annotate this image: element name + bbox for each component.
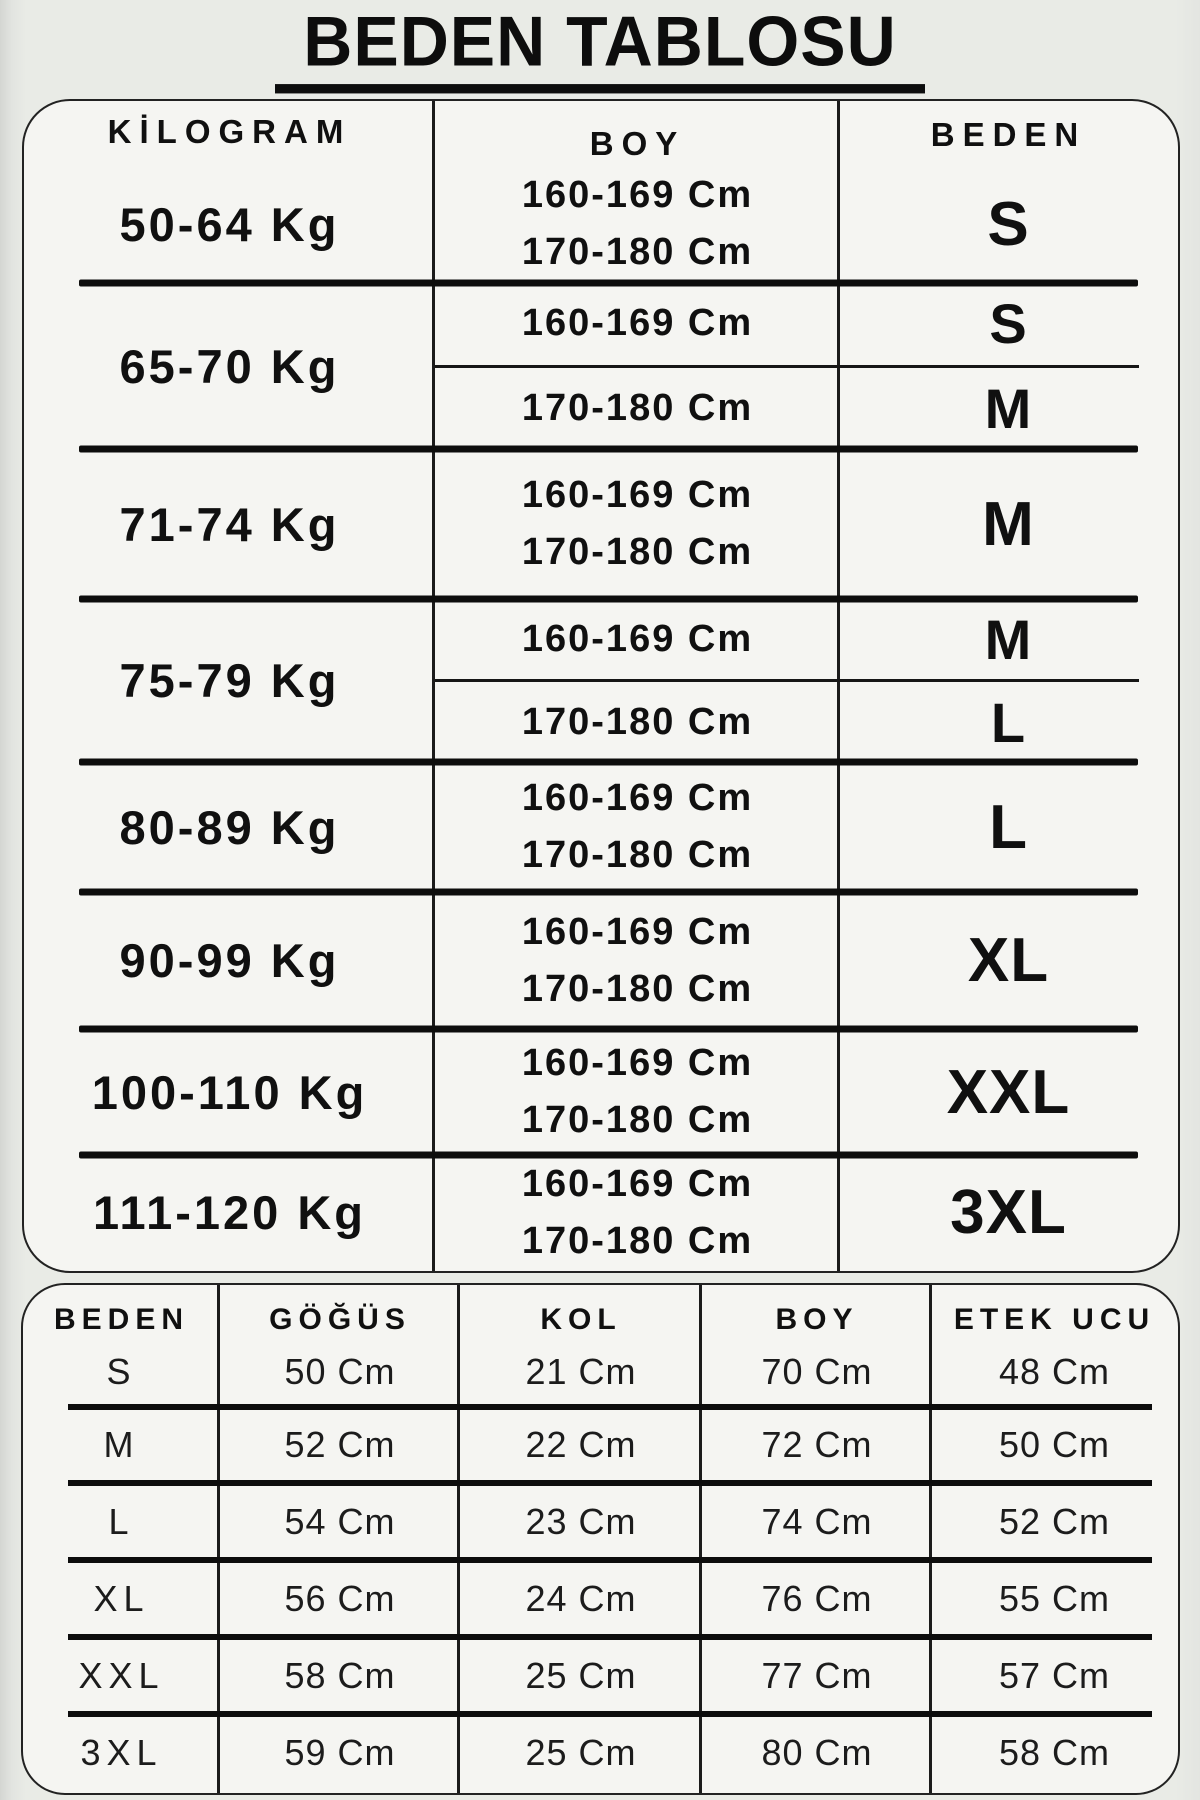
row-divider xyxy=(68,1557,1152,1563)
measure-row xyxy=(23,1637,1178,1714)
measure-value-cell: 50 Cm xyxy=(284,1351,396,1392)
row-divider xyxy=(68,1480,1152,1486)
weight-row xyxy=(24,101,1178,283)
size-cell xyxy=(840,165,1177,283)
measure-row xyxy=(23,1714,1178,1792)
height-range: 170-180 Cm xyxy=(521,967,754,1010)
measure-value-cell: 21 Cm xyxy=(525,1351,637,1392)
size-label: M xyxy=(982,489,1035,559)
row-divider xyxy=(79,280,1138,287)
size-cell xyxy=(840,762,1177,892)
height-cell xyxy=(435,682,840,762)
header-boy: BOY xyxy=(775,1303,859,1336)
height-range: 170-180 Cm xyxy=(521,700,754,743)
sub-row xyxy=(435,599,1177,679)
height-cell xyxy=(435,892,840,1029)
header-etek-ucu: ETEK UCU xyxy=(953,1303,1156,1336)
measure-value-cell: 77 Cm xyxy=(761,1654,873,1696)
height-cell xyxy=(435,762,840,892)
page-title-wrap xyxy=(0,1,1200,90)
weight-cell xyxy=(24,283,435,449)
sub-row xyxy=(435,283,1177,365)
measure-size-cell: XXL xyxy=(78,1654,165,1696)
row-divider xyxy=(79,446,1138,453)
height-cell xyxy=(435,368,840,450)
height-range: 170-180 Cm xyxy=(521,834,754,876)
measure-value-cell: 76 Cm xyxy=(761,1577,873,1619)
measure-value-cell: 25 Cm xyxy=(525,1732,637,1773)
height-cell xyxy=(435,283,840,365)
measure-value-cell: 52 Cm xyxy=(284,1424,396,1465)
height-cell xyxy=(435,1029,840,1155)
row-divider xyxy=(79,759,1138,766)
height-range: 160-169 Cm xyxy=(521,1042,754,1084)
weight-label: 75-79 Kg xyxy=(119,654,340,707)
height-range: 160-169 Cm xyxy=(521,1162,754,1205)
header-beden: BEDEN xyxy=(930,116,1087,153)
weight-label: 71-74 Kg xyxy=(119,497,340,551)
size-cell xyxy=(840,368,1177,450)
weight-row xyxy=(24,1029,1178,1155)
measure-size-cell: S xyxy=(106,1351,137,1392)
size-cell xyxy=(840,892,1177,1029)
measure-value-cell: 56 Cm xyxy=(284,1577,396,1619)
size-label: M xyxy=(984,376,1033,440)
height-range: 160-169 Cm xyxy=(521,474,754,516)
height-range: 170-180 Cm xyxy=(521,386,754,429)
weight-row xyxy=(24,283,1178,449)
measure-value-cell: 54 Cm xyxy=(284,1500,396,1542)
size-label: S xyxy=(989,292,1028,356)
row-divider xyxy=(79,1026,1138,1033)
size-label: S xyxy=(987,189,1030,259)
weight-cell xyxy=(24,892,435,1029)
row-divider xyxy=(68,1634,1152,1640)
sub-row xyxy=(435,368,1177,450)
weight-label: 50-64 Kg xyxy=(119,197,340,251)
size-label: XL xyxy=(967,926,1050,995)
measure-size-cell: L xyxy=(108,1500,135,1542)
measure-value-cell: 80 Cm xyxy=(761,1732,873,1773)
measure-row xyxy=(23,1407,1178,1483)
size-cell xyxy=(840,599,1177,679)
measure-value-cell: 57 Cm xyxy=(998,1654,1111,1696)
measurements-header-row xyxy=(23,1285,1178,1337)
weight-row xyxy=(24,762,1178,892)
measure-value-cell: 48 Cm xyxy=(998,1351,1111,1392)
weight-cell xyxy=(24,599,435,762)
row-divider xyxy=(79,889,1138,896)
size-label: XXL xyxy=(946,1057,1071,1127)
measure-value-cell: 70 Cm xyxy=(761,1351,873,1392)
height-range: 160-169 Cm xyxy=(521,302,754,345)
weight-cell xyxy=(24,762,435,892)
measure-value-cell: 55 Cm xyxy=(998,1577,1111,1619)
weight-label: 100-110 Kg xyxy=(91,1065,368,1119)
measure-value-cell: 72 Cm xyxy=(761,1424,873,1465)
measure-size-cell: XL xyxy=(93,1577,150,1619)
weight-cell xyxy=(24,1029,435,1155)
header-beden: BEDEN xyxy=(53,1303,189,1336)
weight-label: 90-99 Kg xyxy=(119,934,340,987)
size-cell xyxy=(840,1029,1177,1155)
weight-cell xyxy=(24,165,435,283)
weight-row xyxy=(24,599,1178,762)
height-range: 170-180 Cm xyxy=(521,1099,754,1141)
header-kol: KOL xyxy=(540,1303,622,1336)
measure-value-cell: 24 Cm xyxy=(525,1577,637,1619)
height-cell xyxy=(435,449,840,599)
measure-size-cell: M xyxy=(103,1424,140,1465)
header-gogus: GÖĞÜS xyxy=(269,1303,411,1336)
size-by-weight-table xyxy=(22,99,1180,1273)
height-range: 170-180 Cm xyxy=(521,531,754,573)
height-cell xyxy=(435,1155,840,1270)
height-range: 170-180 Cm xyxy=(521,231,754,273)
weight-row xyxy=(24,892,1178,1029)
header-kilogram: KİLOGRAM xyxy=(107,113,352,150)
measure-value-cell: 52 Cm xyxy=(998,1500,1111,1542)
row-divider xyxy=(68,1711,1152,1717)
weight-label: 80-89 Kg xyxy=(119,800,340,854)
size-cell xyxy=(840,682,1177,762)
measure-value-cell: 22 Cm xyxy=(525,1424,637,1465)
size-label: 3XL xyxy=(950,1178,1067,1247)
measurements-table xyxy=(21,1283,1180,1795)
weight-row xyxy=(24,1155,1178,1270)
size-cell xyxy=(840,449,1177,599)
measure-row xyxy=(23,1483,1178,1560)
weight-table-rows xyxy=(24,101,1178,1271)
weight-cell xyxy=(24,1155,435,1270)
size-label: M xyxy=(984,607,1033,671)
measure-value-cell: 50 Cm xyxy=(998,1424,1111,1465)
size-label: L xyxy=(989,792,1028,862)
height-range: 160-169 Cm xyxy=(521,617,754,660)
measure-size-cell: 3XL xyxy=(80,1732,163,1773)
measure-value-cell: 59 Cm xyxy=(284,1732,396,1773)
size-label: L xyxy=(990,690,1027,754)
row-divider xyxy=(79,1152,1138,1159)
sub-row xyxy=(435,682,1177,762)
height-range: 170-180 Cm xyxy=(521,1219,754,1262)
weight-label: 111-120 Kg xyxy=(92,1186,366,1239)
height-range: 160-169 Cm xyxy=(521,777,754,819)
page-title: BEDEN TABLOSU xyxy=(275,4,925,94)
height-cell xyxy=(435,165,840,283)
size-cell xyxy=(840,1155,1177,1270)
measure-row xyxy=(23,1337,1178,1407)
split-height-size xyxy=(435,283,1177,449)
size-cell xyxy=(840,283,1177,365)
weight-label: 65-70 Kg xyxy=(119,339,340,393)
header-boy: BOY xyxy=(589,125,686,162)
measure-row xyxy=(23,1560,1178,1637)
measure-value-cell: 74 Cm xyxy=(761,1500,873,1542)
row-divider xyxy=(68,1404,1152,1410)
height-range: 160-169 Cm xyxy=(521,910,754,953)
weight-cell xyxy=(24,449,435,599)
row-divider xyxy=(79,596,1138,603)
measure-value-cell: 58 Cm xyxy=(998,1732,1111,1773)
weight-row xyxy=(24,449,1178,599)
measure-value-cell: 25 Cm xyxy=(525,1654,637,1696)
height-range: 160-169 Cm xyxy=(521,174,754,216)
split-height-size xyxy=(435,599,1177,762)
measure-value-cell: 58 Cm xyxy=(284,1654,396,1696)
height-cell xyxy=(435,599,840,679)
measure-value-cell: 23 Cm xyxy=(525,1500,637,1542)
